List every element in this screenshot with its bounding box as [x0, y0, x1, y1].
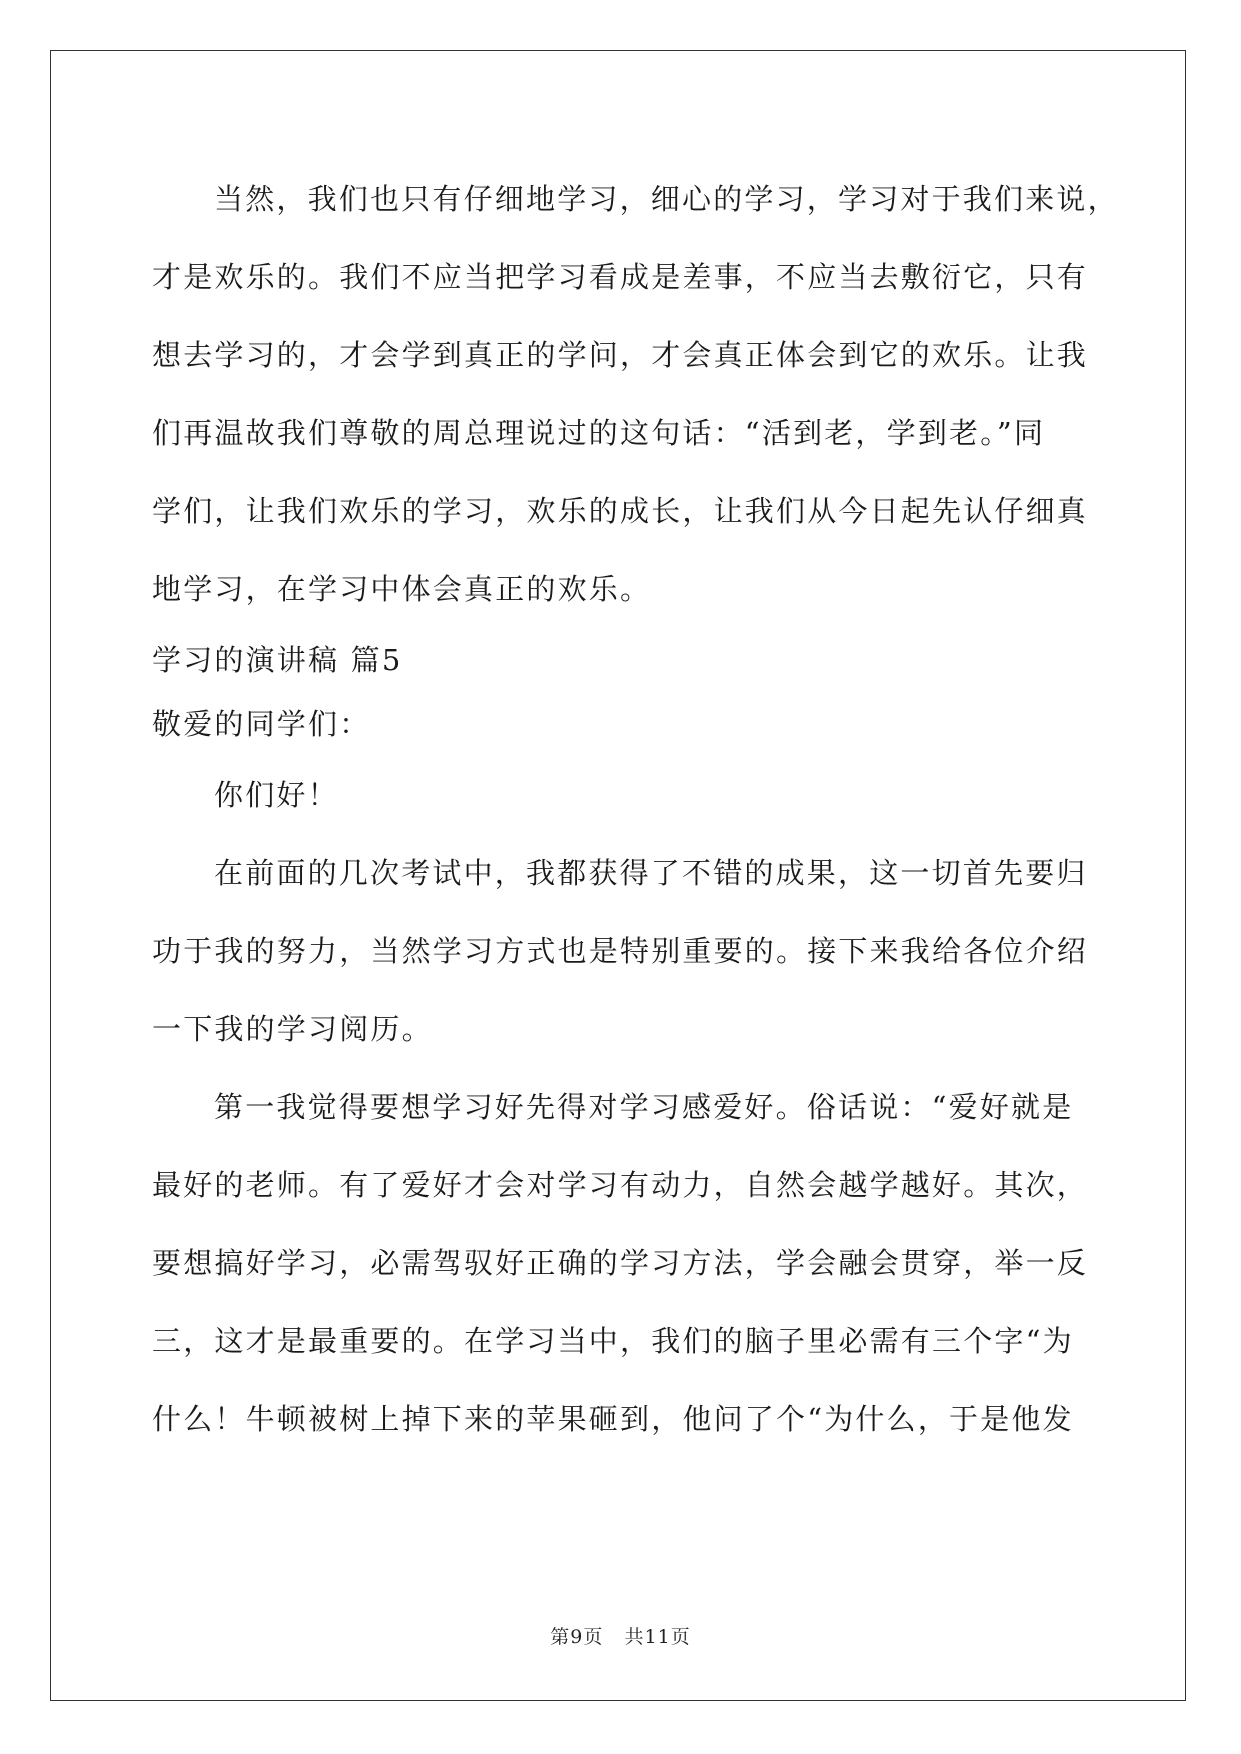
paragraph-line: 在前面的几次考试中，我都获得了不错的成果，这一切首先要归 — [214, 856, 1088, 890]
paragraph-line: 地学习，在学习中体会真正的欢乐。 — [152, 572, 652, 606]
paragraph-line: 功于我的努力，当然学习方式也是特别重要的。接下来我给各位介绍 — [152, 934, 1089, 968]
paragraph-line: 想去学习的，才会学到真正的学问，才会真正体会到它的欢乐。让我 — [152, 338, 1089, 372]
page-number: 第9页 — [550, 1626, 604, 1648]
paragraph-line: 才是欢乐的。我们不应当把学习看成是差事，不应当去敷衍它，只有 — [152, 260, 1089, 294]
paragraph-line: 学们，让我们欢乐的学习，欢乐的成长，让我们从今日起先认仔细真 — [152, 494, 1089, 528]
paragraph-line: 第一我觉得要想学习好先得对学习感爱好。俗话说：“爱好就是 — [214, 1090, 1074, 1124]
greeting: 你们好！ — [214, 778, 339, 812]
paragraph-line: 要想搞好学习，必需驾驭好正确的学习方法，学会融会贯穿，举一反 — [152, 1246, 1089, 1280]
paragraph-line: 一下我的学习阅历。 — [152, 1012, 433, 1046]
document-body — [152, 160, 1119, 1458]
salutation: 敬爱的同学们： — [152, 707, 371, 741]
paragraph-line: 什么！牛顿被树上掉下来的苹果砸到，他问了个“为什么，于是他发 — [152, 1402, 1074, 1436]
paragraph-line: 们再温故我们尊敬的周总理说过的这句话：“活到老，学到老。”同 — [152, 416, 1046, 450]
page-footer — [0, 1622, 1241, 1649]
paragraph-line: 当然，我们也只有仔细地学习，细心的学习，学习对于我们来说， — [214, 182, 1119, 216]
paragraph-line: 最好的老师。有了爱好才会对学习有动力，自然会越学越好。其次， — [152, 1168, 1089, 1202]
page-total: 共11页 — [624, 1626, 691, 1648]
section-heading: 学习的演讲稿 篇5 — [152, 643, 403, 677]
paragraph-line: 三，这才是最重要的。在学习当中，我们的脑子里必需有三个字“为 — [152, 1324, 1074, 1358]
